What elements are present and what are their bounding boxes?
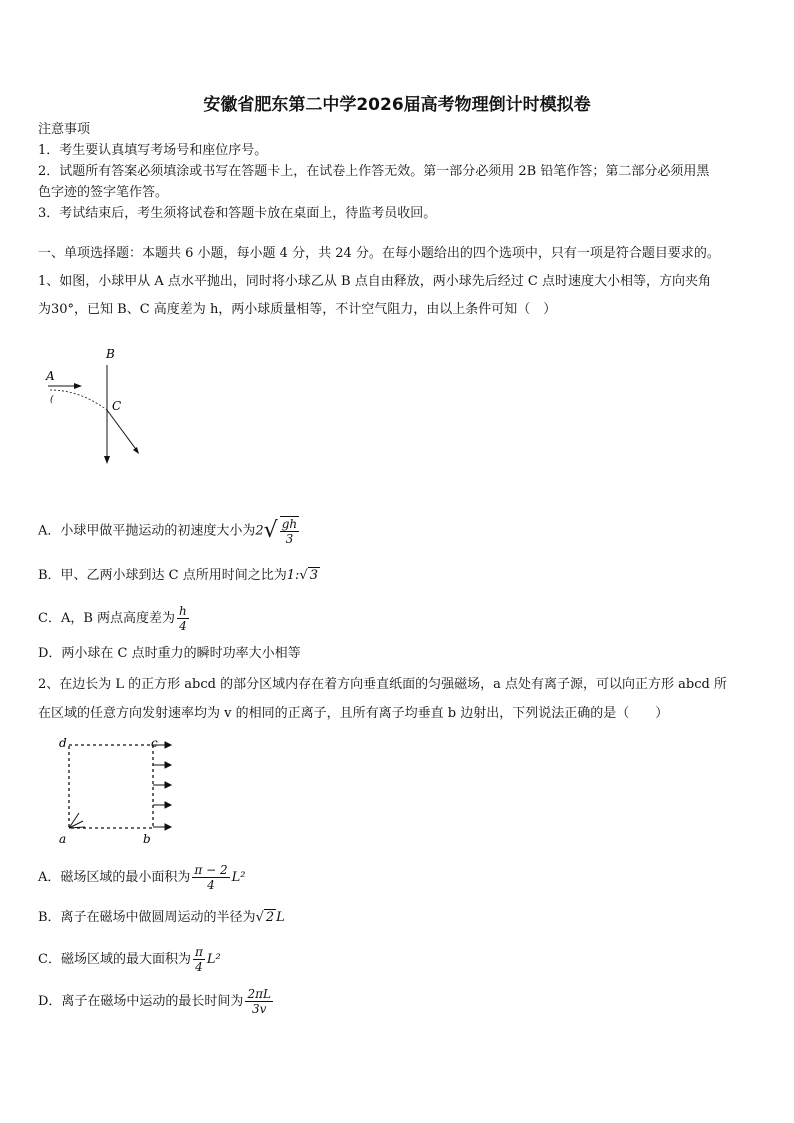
q2-option-c: C．磁场区域的最大面积为 $\frac{\pi}{4}$ L² bbox=[38, 945, 221, 974]
q1-option-a: A．小球甲做平抛运动的初速度大小为2√ $\frac{gh}{3}$ bbox=[38, 517, 298, 546]
q1-option-b: B．甲、乙两小球到达 C 点所用时间之比为1:√ 3 bbox=[38, 568, 318, 583]
notice-item: 1．考生要认真填写考场号和座位序号。 bbox=[38, 143, 268, 158]
page-title: 安徽省肥东第二中学2026届高考物理倒计时模拟卷 bbox=[203, 95, 591, 115]
notice-item: 色字迹的签字笔作答。 bbox=[38, 185, 169, 200]
q2-option-a: A．磁场区域的最小面积为 $\frac{\pi - 2}{4}$ L² bbox=[38, 863, 246, 892]
q2-option-b: B．离子在磁场中做圆周运动的半径为√ 2 L bbox=[38, 910, 285, 925]
figure-label-d: d bbox=[59, 736, 67, 750]
question-1-figure bbox=[40, 340, 150, 470]
question-2-text: 在区域的任意方向发射速率均为 v 的相同的正离子，且所有离子均垂直 b 边射出，下列说法正确的是（ ） bbox=[38, 706, 669, 721]
question-1-text: 1、如图，小球甲从 A 点水平抛出，同时将小球乙从 B 点自由释放，两小球先后经过 C 点时速度大小相等，方向夹角 bbox=[38, 274, 711, 289]
question-2-text: 2、在边长为 L 的正方形 abcd 的部分区域内存在着方向垂直纸面的匀强磁场，a 点处有离子源，可以向正方形 abcd 所 bbox=[38, 677, 727, 692]
q1-option-c: C．A，B 两点高度差为 $\frac{h}{4}$ bbox=[38, 604, 187, 633]
svg-text:(: ( bbox=[50, 395, 54, 405]
section-heading: 一、单项选择题：本题共 6 小题，每小题 4 分，共 24 分。在每小题给出的四个选项中，只有一项是符合题目要求的。 bbox=[38, 246, 720, 261]
figure-label-c: C bbox=[112, 399, 122, 413]
question-1-text: 为30°，已知 B、C 高度差为 h，两小球质量相等，不计空气阻力，由以上条件可知（ ） bbox=[38, 302, 557, 317]
figure-label-a: A bbox=[46, 369, 55, 383]
notice-item: 2．试题所有答案必须填涂或书写在答题卡上，在试卷上作答无效。第一部分必须用 2B 铅笔作答；第二部分必须用黑 bbox=[38, 164, 710, 179]
notice-item: 3．考试结束后，考生须将试卷和答题卡放在桌面上，待监考员收回。 bbox=[38, 206, 437, 221]
q2-option-d: D．离子在磁场中运动的最长时间为 $\frac{2\pi L}{3v}$ bbox=[38, 987, 271, 1016]
figure-label-a: a bbox=[59, 832, 67, 846]
question-2-figure bbox=[55, 735, 180, 850]
figure-label-b: b bbox=[143, 832, 151, 846]
notice-heading: 注意事项 bbox=[38, 122, 91, 137]
figure-label-c: c bbox=[151, 736, 158, 750]
q1-option-d: D．两小球在 C 点时重力的瞬时功率大小相等 bbox=[38, 646, 301, 661]
figure-label-b: B bbox=[106, 347, 115, 361]
